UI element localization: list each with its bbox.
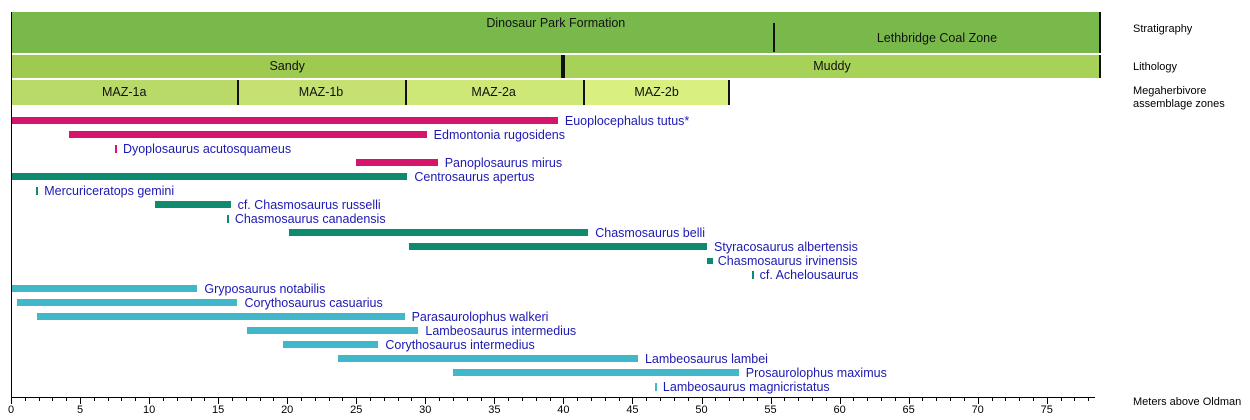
x-axis-minor-tick — [329, 398, 330, 401]
taxon-range-bar — [283, 341, 378, 348]
x-axis-tick-label: 70 — [971, 404, 984, 416]
x-axis-minor-tick — [370, 398, 371, 401]
x-axis-minor-tick — [812, 398, 813, 401]
taxon-range-bar — [247, 327, 418, 334]
x-axis-minor-tick — [398, 398, 399, 401]
taxon-name-label: Euoplocephalus tutus* — [564, 114, 690, 128]
x-axis-minor-tick — [826, 398, 827, 401]
x-axis-title: Meters above Oldman — [1133, 396, 1242, 408]
taxon-name-label: Chasmosaurus irvinensis — [717, 254, 858, 268]
taxon-occurrence-tick — [227, 215, 229, 223]
taxon-occurrence-tick — [655, 383, 657, 391]
taxon-range-bar — [17, 299, 238, 306]
x-axis-minor-tick — [992, 398, 993, 401]
taxon-name-label: Panoplosaurus mirus — [444, 156, 563, 170]
x-axis-minor-tick — [950, 398, 951, 401]
x-axis-minor-tick — [688, 398, 689, 401]
x-axis-minor-tick — [411, 398, 412, 401]
taxon-name-label: cf. Achelousaurus — [759, 268, 859, 282]
taxon-range-bar — [409, 243, 707, 250]
taxon-name-label: cf. Chasmosaurus russelli — [237, 198, 381, 212]
x-axis-minor-tick — [784, 398, 785, 401]
x-axis-minor-tick — [964, 398, 965, 401]
x-axis-minor-tick — [315, 398, 316, 401]
x-axis-tick-label: 60 — [833, 404, 846, 416]
x-axis-minor-tick — [536, 398, 537, 401]
taxon-range-bar — [338, 355, 638, 362]
x-axis-minor-tick — [39, 398, 40, 401]
x-axis-minor-tick — [384, 398, 385, 401]
x-axis-minor-tick — [1074, 398, 1075, 401]
x-axis-minor-tick — [853, 398, 854, 401]
taxon-range-bar — [11, 117, 558, 124]
x-axis-minor-tick — [646, 398, 647, 401]
x-axis-tick-label: 10 — [142, 404, 156, 416]
x-axis-minor-tick — [798, 398, 799, 401]
taxon-name-label: Parasaurolophus walkeri — [411, 310, 549, 324]
taxon-range-bar — [155, 201, 231, 208]
x-axis-tick-label: 15 — [212, 404, 225, 416]
taxon-occurrence-tick — [36, 187, 38, 195]
x-axis-minor-tick — [577, 398, 578, 401]
x-axis-minor-tick — [743, 398, 744, 401]
taxon-range-bar — [11, 285, 197, 292]
x-axis-minor-tick — [108, 398, 109, 401]
x-axis-minor-tick — [1088, 398, 1089, 401]
x-axis-minor-tick — [1061, 398, 1062, 401]
maz-label-maz-2b: MAZ-2b — [634, 85, 679, 99]
x-axis-minor-tick — [1005, 398, 1006, 401]
x-axis-minor-tick — [66, 398, 67, 401]
taxon-name-label: Dyoplosaurus acutosquameus — [122, 142, 292, 156]
x-axis-minor-tick — [163, 398, 164, 401]
x-axis-minor-tick — [439, 398, 440, 401]
x-axis-tick-label: 25 — [350, 404, 363, 416]
maz-label-maz-2a: MAZ-2a — [471, 85, 516, 99]
x-axis-minor-tick — [729, 398, 730, 401]
x-axis-minor-tick — [895, 398, 896, 401]
maz-label-maz-1a: MAZ-1a — [102, 85, 147, 99]
taxon-name-label: Styracosaurus albertensis — [714, 240, 858, 254]
y-axis-line — [11, 12, 12, 397]
taxon-name-label: Edmontonia rugosidens — [433, 128, 566, 142]
x-axis-minor-tick — [550, 398, 551, 401]
taxon-name-label: Lambeosaurus intermedius — [425, 324, 577, 338]
x-axis-tick-label: 55 — [764, 404, 777, 416]
maz-label-maz-1b: MAZ-1b — [298, 85, 344, 99]
taxon-name-label: Gryposaurus notabilis — [204, 282, 326, 296]
x-axis-minor-tick — [232, 398, 233, 401]
x-axis-minor-tick — [591, 398, 592, 401]
x-axis-minor-tick — [674, 398, 675, 401]
x-axis-minor-tick — [619, 398, 620, 401]
taxon-range-bar — [69, 131, 427, 138]
x-axis-minor-tick — [605, 398, 606, 401]
lithology-row-label: Lithology — [1133, 61, 1178, 73]
x-axis-minor-tick — [467, 398, 468, 401]
x-axis-tick-label: 0 — [7, 404, 15, 416]
taxon-name-label: Chasmosaurus belli — [595, 226, 706, 240]
x-axis-minor-tick — [94, 398, 95, 401]
taxon-range-bar — [11, 173, 407, 180]
taxon-name-label: Corythosaurus intermedius — [385, 338, 535, 352]
maz-row-label-line1: Megaherbivore — [1133, 85, 1207, 97]
taxon-occurrence-tick — [115, 145, 117, 153]
taxon-name-label: Prosaurolophus maximus — [745, 366, 887, 380]
x-axis-minor-tick — [121, 398, 122, 401]
x-axis-tick-label: 40 — [557, 404, 570, 416]
x-axis-tick-label: 75 — [1040, 404, 1053, 416]
lithology-label-sandy: Sandy — [269, 59, 305, 73]
x-axis-minor-tick — [867, 398, 868, 401]
x-axis-minor-tick — [260, 398, 261, 401]
taxon-range-bar — [453, 369, 739, 376]
x-axis-minor-tick — [757, 398, 758, 401]
x-axis-minor-tick — [177, 398, 178, 401]
stratigraphy-row-label: Stratigraphy — [1133, 23, 1193, 35]
x-axis-minor-tick — [135, 398, 136, 401]
taxon-range-bar — [356, 159, 437, 166]
x-axis-minor-tick — [52, 398, 53, 401]
x-axis-tick-label: 50 — [695, 404, 708, 416]
x-axis-minor-tick — [881, 398, 882, 401]
x-axis-line — [11, 397, 1095, 398]
taxon-name-label: Centrosaurus apertus — [414, 170, 535, 184]
x-axis-minor-tick — [1033, 398, 1034, 401]
maz-row-label-line2: assemblage zones — [1133, 98, 1225, 110]
x-axis-minor-tick — [715, 398, 716, 401]
x-axis-minor-tick — [522, 398, 523, 401]
lethbridge-coal-zone-label: Lethbridge Coal Zone — [876, 31, 998, 45]
taxon-name-label: Chasmosaurus canadensis — [234, 212, 386, 226]
lithology-label-muddy: Muddy — [813, 59, 851, 73]
x-axis-minor-tick — [453, 398, 454, 401]
x-axis-minor-tick — [246, 398, 247, 401]
x-axis-minor-tick — [660, 398, 661, 401]
x-axis-minor-tick — [204, 398, 205, 401]
taxon-name-label: Corythosaurus casuarius — [244, 296, 383, 310]
x-axis-minor-tick — [273, 398, 274, 401]
taxon-name-label: Lambeosaurus lambei — [644, 352, 768, 366]
x-axis-tick-label: 20 — [281, 404, 294, 416]
x-axis-minor-tick — [191, 398, 192, 401]
dinosaur-park-formation-label: Dinosaur Park Formation — [486, 16, 626, 30]
taxon-range-bar — [289, 229, 589, 236]
x-axis-tick-label: 35 — [488, 404, 501, 416]
taxon-name-label: Mercuriceratops gemini — [44, 184, 175, 198]
x-axis-tick-label: 65 — [902, 404, 915, 416]
x-axis-tick-label: 30 — [419, 404, 432, 416]
taxon-range-bar — [37, 313, 404, 320]
x-axis-minor-tick — [481, 398, 482, 401]
x-axis-minor-tick — [342, 398, 343, 401]
x-axis-minor-tick — [1019, 398, 1020, 401]
stratigraphy-subzone-divider — [773, 23, 775, 52]
x-axis-tick-label: 5 — [76, 404, 84, 416]
x-axis-minor-tick — [922, 398, 923, 401]
x-axis-minor-tick — [936, 398, 937, 401]
taxon-occurrence-square — [707, 258, 713, 264]
taxon-name-label: Lambeosaurus magnicristatus — [662, 380, 830, 394]
taxon-occurrence-tick — [752, 271, 754, 279]
x-axis-minor-tick — [301, 398, 302, 401]
x-axis-tick-label: 45 — [626, 404, 639, 416]
x-axis-minor-tick — [508, 398, 509, 401]
x-axis-minor-tick — [25, 398, 26, 401]
